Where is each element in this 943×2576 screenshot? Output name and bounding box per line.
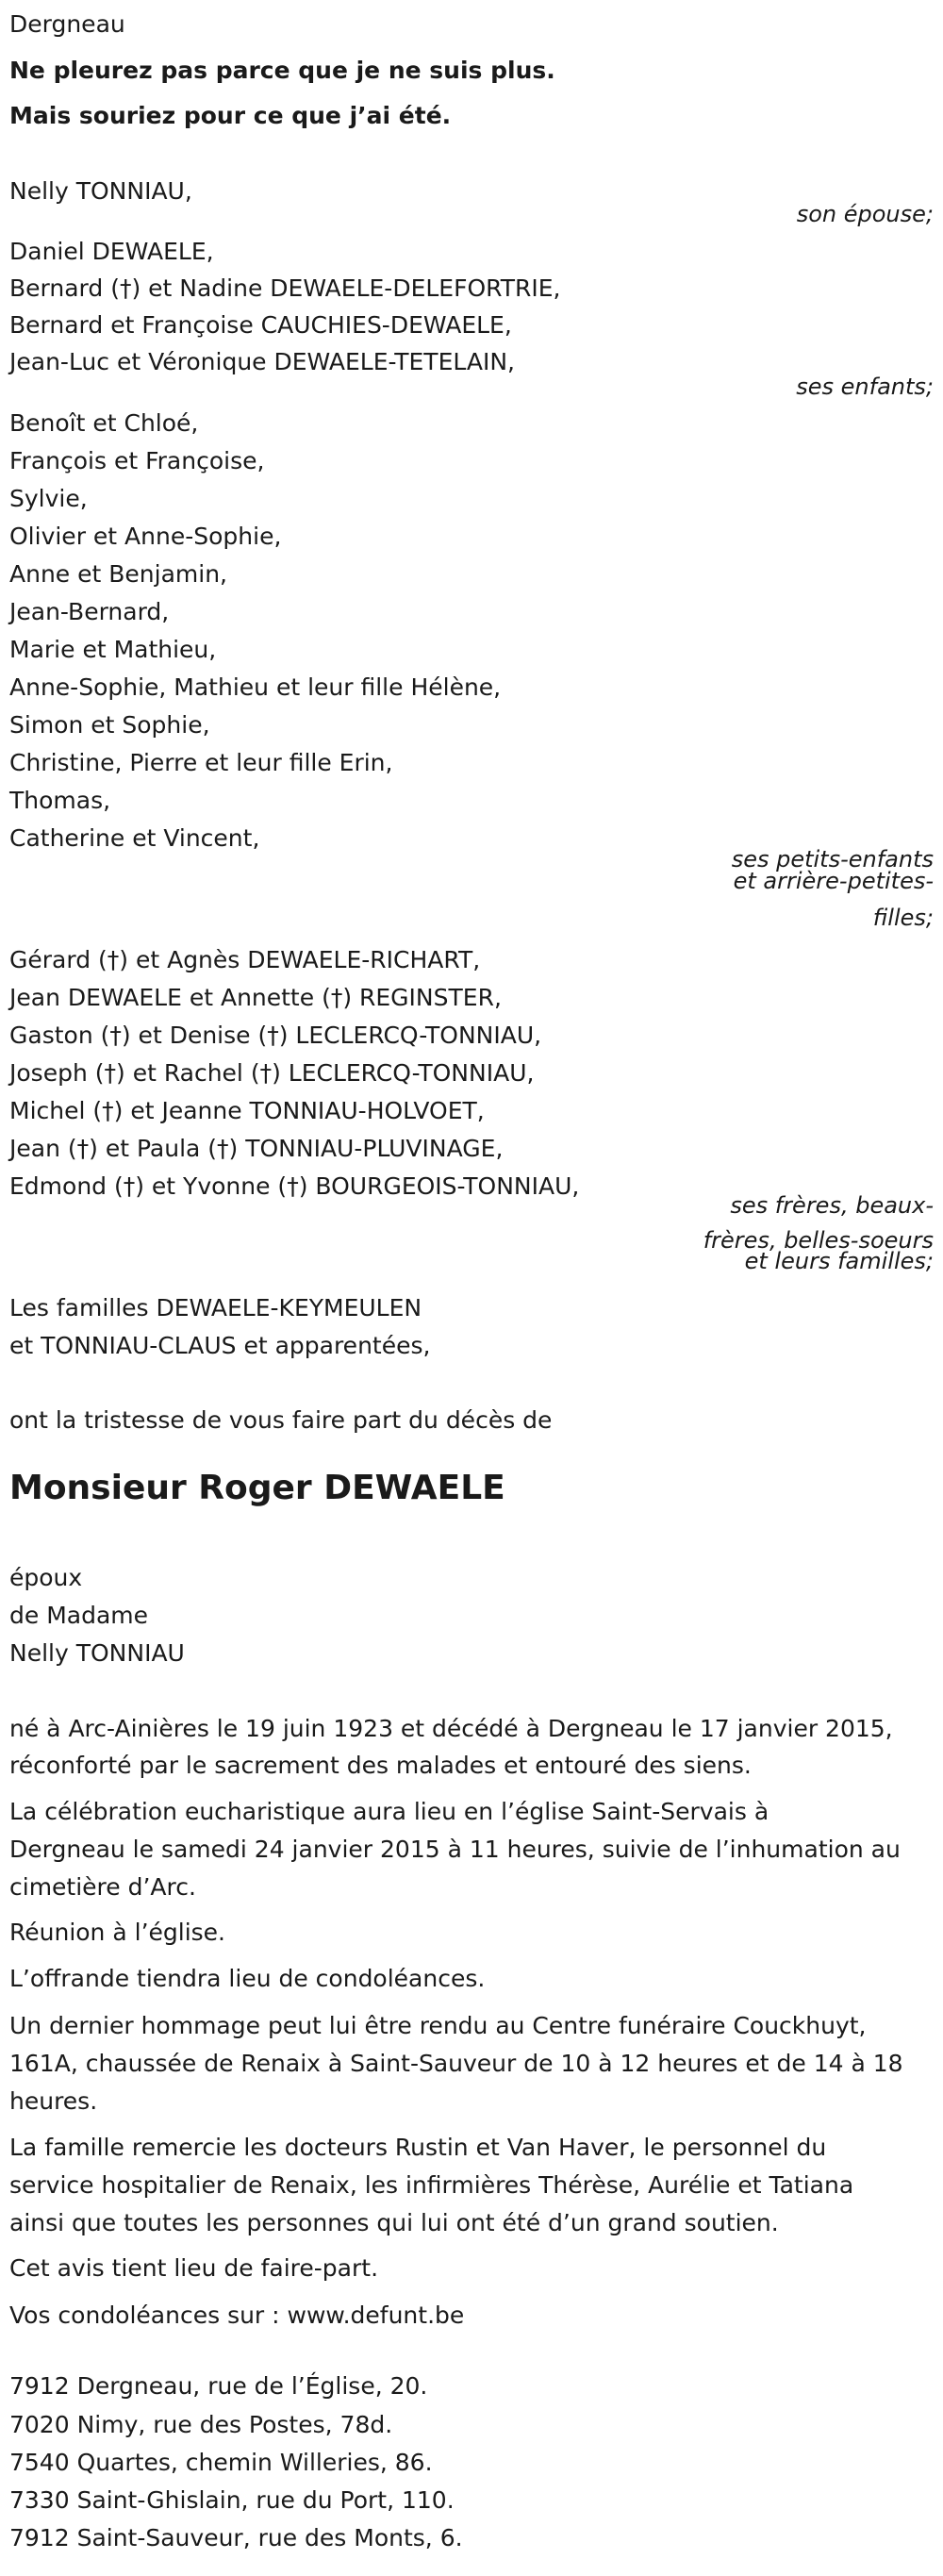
sibling-name: Jean (†) et Paula (†) TONNIAU-PLUVINAGE, [9,1135,504,1162]
quote-line: Ne pleurez pas parce que je ne suis plus. [9,57,555,84]
detail-line: Cet avis tient lieu de faire-part. [9,2254,379,2282]
address-line: 7330 Saint-Ghislain, rue du Port, 110. [9,2486,455,2514]
spouse-role: son épouse; [796,201,934,227]
child-name: Daniel DEWAELE, [9,238,214,265]
child-name: Bernard (†) et Nadine DEWAELE-DELEFORTRIE, [9,274,561,302]
grandchild-name: François et Françoise, [9,447,265,474]
grandchildren-role: filles; [872,905,934,931]
address-line: 7540 Quartes, chemin Willeries, 86. [9,2449,433,2476]
detail-line: né à Arc-Ainières le 19 juin 1923 et décédé à Dergneau le 17 janvier 2015, [9,1715,893,1742]
deceased-detail: de Madame [9,1602,149,1629]
siblings-role: et leurs familles; [744,1248,934,1274]
detail-line: ainsi que toutes les personnes qui lui ont été d’un grand soutien. [9,2209,779,2236]
detail-line: cimetière d’Arc. [9,1873,196,1901]
detail-line: Vos condoléances sur : www.defunt.be [9,2302,465,2329]
grandchildren-role: et arrière-petites- [733,868,934,894]
spouse-name: Nelly TONNIAU, [9,177,192,205]
detail-line: L’offrande tiendra lieu de condoléances. [9,1965,486,1992]
detail-line: 161A, chaussée de Renaix à Saint-Sauveur de 10 à 12 heures et de 14 à 18 [9,2050,903,2077]
sibling-name: Michel (†) et Jeanne TONNIAU-HOLVOET, [9,1097,485,1124]
grandchildren-role: ses petits-enfants [731,846,934,873]
child-name: Bernard et Françoise CAUCHIES-DEWAELE, [9,311,512,339]
detail-line: La famille remercie les docteurs Rustin et Van Haver, le personnel du [9,2134,827,2161]
deceased-name: Monsieur Roger DEWAELE [9,1469,505,1507]
child-name: Jean-Luc et Véronique DEWAELE-TETELAIN, [9,348,515,375]
siblings-role: ses frères, beaux- [730,1192,934,1219]
children-role: ses enfants; [796,374,934,400]
address-line: 7912 Saint-Sauveur, rue des Monts, 6. [9,2524,463,2551]
deceased-detail: époux [9,1564,83,1591]
siblings-role: frères, belles-soeurs [703,1227,934,1254]
grandchild-name: Thomas, [9,787,111,814]
deceased-detail: Nelly TONNIAU [9,1639,185,1667]
grandchild-name: Jean-Bernard, [9,598,170,625]
grandchild-name: Olivier et Anne-Sophie, [9,523,282,550]
detail-line: Un dernier hommage peut lui être rendu au Centre funéraire Couckhuyt, [9,2012,867,2039]
sibling-name: Jean DEWAELE et Annette (†) REGINSTER, [9,984,502,1011]
place-name: Dergneau [9,10,125,38]
detail-line: service hospitalier de Renaix, les infirmières Thérèse, Aurélie et Tatiana [9,2171,854,2199]
families-line: Les familles DEWAELE-KEYMEULEN [9,1294,422,1321]
detail-line: Réunion à l’église. [9,1919,226,1946]
detail-line: heures. [9,2087,98,2115]
sibling-name: Gérard (†) et Agnès DEWAELE-RICHART, [9,946,481,973]
detail-line: réconforté par le sacrement des malades et entouré des siens. [9,1752,752,1779]
grandchild-name: Simon et Sophie, [9,711,210,739]
grandchild-name: Anne et Benjamin, [9,560,227,588]
grandchild-name: Benoît et Chloé, [9,409,199,437]
families-line: et TONNIAU-CLAUS et apparentées, [9,1332,431,1359]
grandchild-name: Anne-Sophie, Mathieu et leur fille Hélène, [9,673,502,701]
detail-line: La célébration eucharistique aura lieu en l’église Saint-Servais à [9,1798,769,1825]
sibling-name: Edmond (†) et Yvonne (†) BOURGEOIS-TONNIAU, [9,1172,580,1200]
sibling-name: Gaston (†) et Denise (†) LECLERCQ-TONNIAU, [9,1022,542,1049]
address-line: 7020 Nimy, rue des Postes, 78d. [9,2411,393,2438]
address-line: 7912 Dergneau, rue de l’Église, 20. [9,2372,428,2400]
quote-line: Mais souriez pour ce que j’ai été. [9,102,452,129]
sibling-name: Joseph (†) et Rachel (†) LECLERCQ-TONNIAU, [9,1059,535,1087]
detail-line: Dergneau le samedi 24 janvier 2015 à 11 heures, suivie de l’inhumation au [9,1836,901,1863]
grandchild-name: Marie et Mathieu, [9,636,217,663]
grandchild-name: Catherine et Vincent, [9,824,260,852]
grandchild-name: Christine, Pierre et leur fille Erin, [9,749,393,776]
grandchild-name: Sylvie, [9,485,88,512]
announcement-text: ont la tristesse de vous faire part du décès de [9,1406,553,1434]
